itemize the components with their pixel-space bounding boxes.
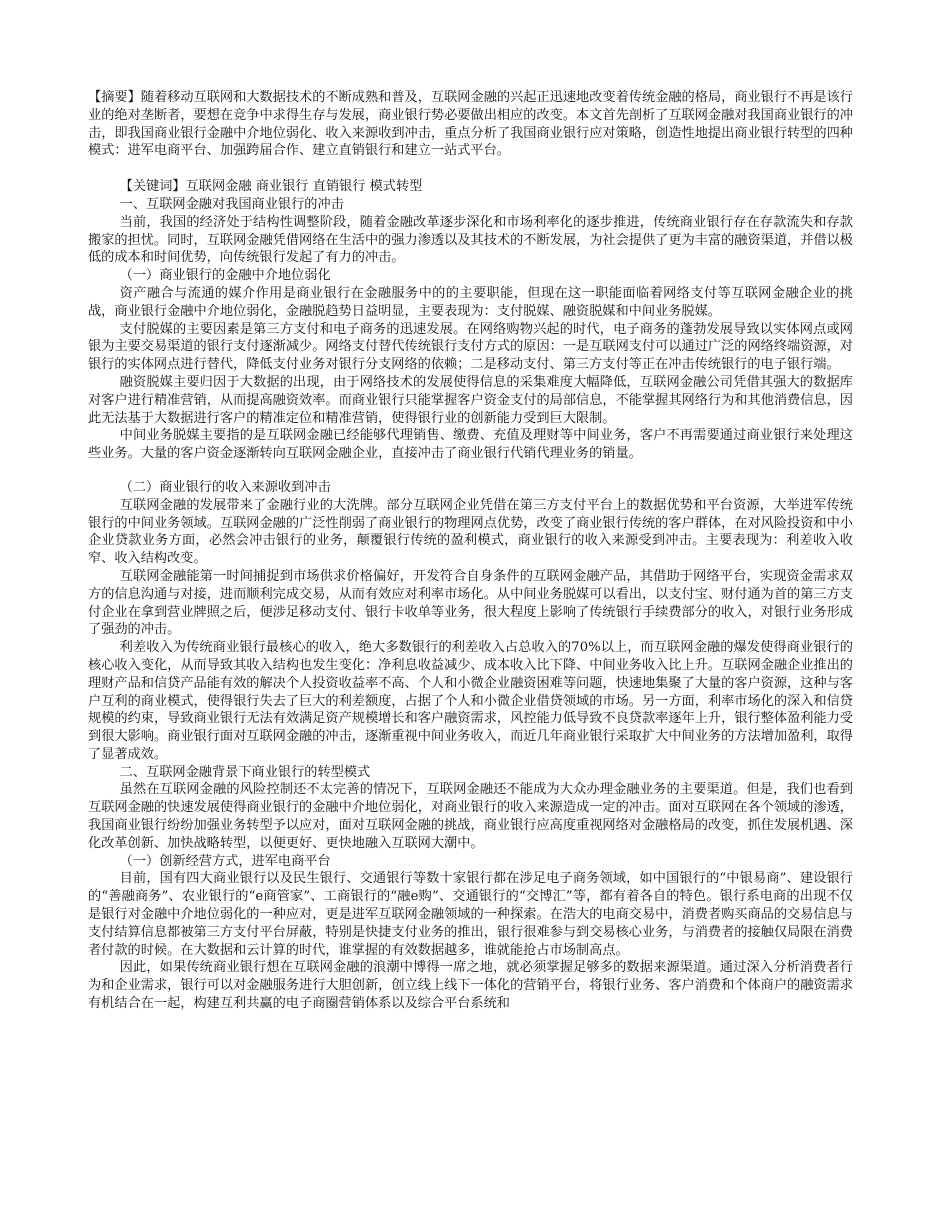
section-1-sub-2-heading: （二）商业银行的收入来源收到冲击 <box>119 479 331 495</box>
paragraph: 利差收入为传统商业银行最核心的收入，绝大多数银行的利差收入占总收入的70%以上，而互联网金融的爆发使得商业银行的核心收入变化，从而导致其收入结构也发生变化：净利息收益减少、成本收入比下降、中间业务收入比上升。互联网金融企业推出的理财产品和信贷产品能有效的解决个人投资收益率不高、个人和小微企业融资困难等问题，快速地集聚了大量的客户资源，这种与客户互利的商业模式，使得银行失去了巨大的利差额度，占据了个人和小微企业借贷领域的市场。另一方面，利率市场化的深入和信贷规模的约束，导致商业银行无法有效满足资产规模增长和客户融资需求，风控能力低导致不良贷款率逐年上升，银行整体盈利能力受到很大影响。商业银行面对互联网金融的冲击，逐渐重视中间业务收入，而近几年商业银行采取扩大中间业务的方法增加盈利，取得了显著成效。 <box>88 640 853 762</box>
section-1-heading: 一、互联网金融对我国商业银行的冲击 <box>119 196 344 212</box>
section-2-sub-1-heading: （一）创新经营方式，进军电商平台 <box>119 853 331 869</box>
paragraph: 互联网金融能第一时间捕捉到市场供求价格偏好，开发符合自身条件的互联网金融产品，其借助于网络平台，实现资金需求双方的信息沟通与对接，进而顺利完成交易，从而有效应对利率市场化。从中间业务脱媒可以看出，以支付宝、财付通为首的第三方支付企业在拿到营业牌照之后，便涉足移动支付、银行卡收单等业务，很大程度上影响了传统银行手续费部分的收入，对银行业务形成了强劲的冲击。 <box>88 568 853 638</box>
abstract: 【摘要】随着移动互联网和大数据技术的不断成熟和普及，互联网金融的兴起正迅速地改变着传统金融的格局，商业银行不再是该行业的绝对垄断者，要想在竞争中求得生存与发展，商业银行势必要做出相应的改变。本文首先剖析了互联网金融对我国商业银行的冲击，即我国商业银行金融中介地位弱化、收入来源收到冲击，重点分析了我国商业银行应对策略，创造性地提出商业银行转型的四种模式：进军电商平台、加强跨届合作、建立直销银行和建立一站式平台。 <box>88 90 853 159</box>
paragraph: 目前，国有四大商业银行以及民生银行、交通银行等数十家银行都在涉足电子商务领域，如中国银行的“中银易商”、建设银行的“善融商务”、农业银行的“e商管家”、工商银行的“融e购”、交通银行的“交博汇”等，都有着各自的特色。银行系电商的出现不仅是银行对金融中介地位弱化的一种应对，更是进军互联网金融领域的一种探索。在浩大的电商交易中，消费者购买商品的交易信息与支付结算信息都被第三方支付平台屏蔽，特别是快捷支付业务的推出，银行很难参与到交易核心业务，与消费者的接触仅局限在消费者付款的时候。在大数据和云计算的时代，谁掌握的有效数据越多，谁就能抢占市场制高点。 <box>88 871 853 958</box>
section-2-intro: 虽然在互联网金融的风险控制还不太完善的情况下，互联网金融还不能成为大众办理金融业务的主要渠道。但是，我们也看到互联网金融的快速发展使得商业银行的金融中介地位弱化，对商业银行的收入来源造成一定的冲击。面对互联网在各个领域的渗透，我国商业银行纷纷加强业务转型予以应对，面对互联网金融的挑战，商业银行应高度重视网络对金融格局的改变，抓住发展机遇、深化改革创新、加快战略转型，以便更好、更快地融入互联网大潮中。 <box>88 782 853 851</box>
keywords: 【关键词】互联网金融 商业银行 直销银行 模式转型 <box>119 179 423 195</box>
document-page <box>88 89 853 1013</box>
paragraph: 支付脱媒的主要因素是第三方支付和电子商务的迅速发展。在网络购物兴起的时代，电子商务的蓬勃发展导致以实体网点或网银为主要交易渠道的银行支付逐渐减少。网络支付替代传统银行支付方式的原因：一是互联网支付可以通过广泛的网络终端资源，对银行的实体网点进行替代，降低支付业务对银行分支网络的依赖；二是移动支付、第三方支付等正在冲击传统银行的电子银行端。 <box>88 321 853 373</box>
paragraph: 中间业务脱媒主要指的是互联网金融已经能够代理销售、缴费、充值及理财等中间业务，客户不再需要通过商业银行来处理这些业务。大量的客户资金逐渐转向互联网金融企业，直接冲击了商业银行代销代理业务的销量。 <box>88 428 853 462</box>
section-2-heading: 二、互联网金融背景下商业银行的转型模式 <box>119 764 371 780</box>
section-1-sub-1-heading: （一）商业银行的金融中介地位弱化 <box>119 268 331 284</box>
section-1-intro: 当前，我国的经济处于结构性调整阶段，随着金融改革逐步深化和市场利率化的逐步推进，传统商业银行存在存款流失和存款搬家的担忧。同时，互联网金融凭借网络在生活中的强力渗透以及其技术的不断发展，为社会提供了更为丰富的融资渠道，并借以极低的成本和时间优势，向传统银行发起了有力的冲击。 <box>88 214 853 266</box>
paragraph: 资产融合与流通的媒介作用是商业银行在金融服务中的的主要职能，但现在这一职能面临着网络支付等互联网金融企业的挑战，商业银行金融中介地位弱化，金融脱趋势日益明显，主要表现为：支付脱媒、融资脱媒和中间业务脱媒。 <box>88 285 853 319</box>
paragraph: 互联网金融的发展带来了金融行业的大洗牌。部分互联网企业凭借在第三方支付平台上的数据优势和平台资源，大举进军传统银行的中间业务领域。互联网金融的广泛性削弱了商业银行的物理网点优势，改变了商业银行传统的客户群体，在对风险投资和中小企业贷款业务方面，必然会冲击银行的业务，颠覆银行传统的盈利模式，商业银行的收入来源受到冲击。主要表现为：利差收入收窄、收入结构改变。 <box>88 497 853 567</box>
paragraph: 融资脱媒主要归因于大数据的出现，由于网络技术的发展使得信息的采集难度大幅降低，互联网金融公司凭借其强大的数据库对客户进行精准营销，从而提高融资效率。而商业银行只能掌握客户资金支付的局部信息，不能掌握其网络行为和其他消费信息，因此无法基于大数据进行客户的精准定位和精准营销，使得银行业的创新能力受到巨大限制。 <box>88 374 853 426</box>
paragraph: 因此，如果传统商业银行想在互联网金融的浪潮中博得一席之地，就必须掌握足够多的数据来源渠道。通过深入分析消费者行为和企业需求，银行可以对金融服务进行大胆创新，创立线上线下一体化的营销平台，将银行业务、客户消费和个体商户的融资需求有机结合在一起，构建互利共赢的电子商圈营销体系以及综合平台系统和 <box>88 960 853 1012</box>
